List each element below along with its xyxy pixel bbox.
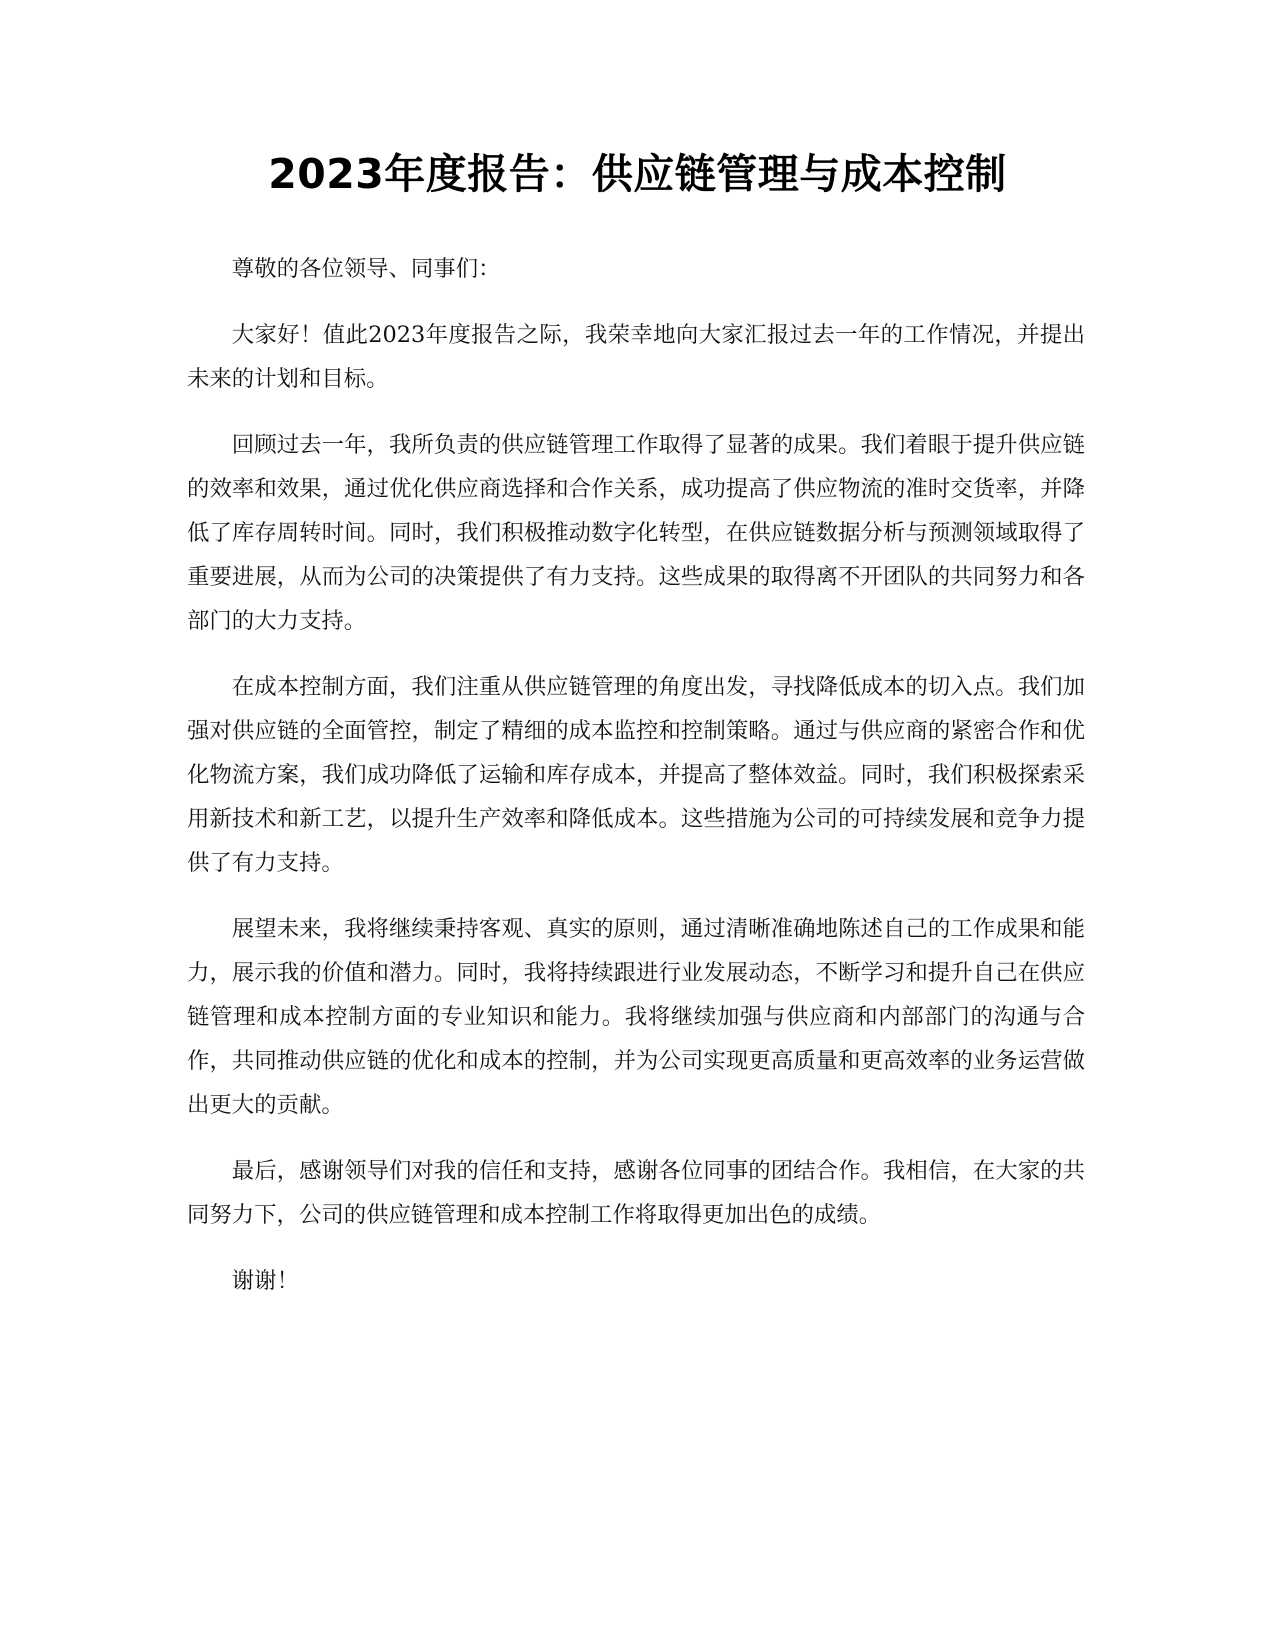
closing-paragraph: 最后，感谢领导们对我的信任和支持，感谢各位同事的团结合作。我相信，在大家的共同努力下，公司的供应链管理和成本控制工作将取得更加出色的成绩。 <box>187 1158 1085 1228</box>
thanks-line: 谢谢！ <box>231 1268 299 1294</box>
cost-control-paragraph: 在成本控制方面，我们注重从供应链管理的角度出发，寻找降低成本的切入点。我们加强对供应链的全面管控，制定了精细的成本监控和控制策略。通过与供应商的紧密合作和优化物流方案，我们成功降低了运输和库存成本，并提高了整体效益。同时，我们积极探索采用新技术和新工艺，以提升生产效率和降低成本。这些措施为公司的可持续发展和竞争力提供了有力支持。 <box>187 674 1085 876</box>
document-body <box>187 247 1085 1325</box>
salutation: 尊敬的各位领导、同事们： <box>231 256 501 282</box>
outlook-paragraph: 展望未来，我将继续秉持客观、真实的原则，通过清晰准确地陈述自己的工作成果和能力，展示我的价值和潜力。同时，我将持续跟进行业发展动态，不断学习和提升自己在供应链管理和成本控制方面的专业知识和能力。我将继续加强与供应商和内部部门的沟通与合作，共同推动供应链的优化和成本的控制，并为公司实现更高质量和更高效率的业务运营做出更大的贡献。 <box>187 916 1085 1118</box>
intro-paragraph: 大家好！值此2023年度报告之际，我荣幸地向大家汇报过去一年的工作情况，并提出未来的计划和目标。 <box>187 322 1085 392</box>
review-paragraph: 回顾过去一年，我所负责的供应链管理工作取得了显著的成果。我们着眼于提升供应链的效率和效果，通过优化供应商选择和合作关系，成功提高了供应物流的准时交货率，并降低了库存周转时间。同时，我们积极推动数字化转型，在供应链数据分析与预测领域取得了重要进展，从而为公司的决策提供了有力支持。这些成果的取得离不开团队的共同努力和各部门的大力支持。 <box>187 432 1085 634</box>
document-title: 2023年度报告：供应链管理与成本控制 <box>268 150 1007 198</box>
